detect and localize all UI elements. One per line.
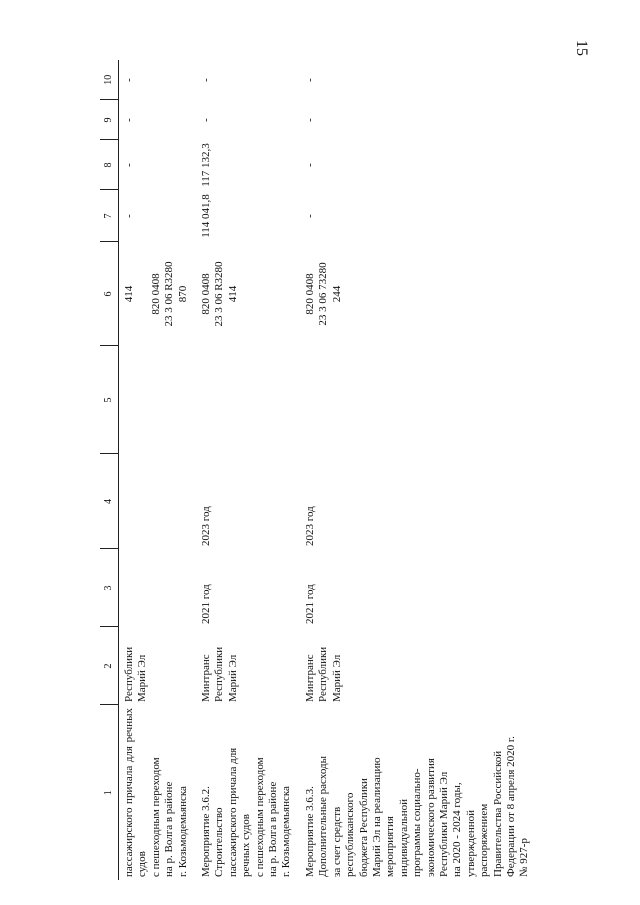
cell-c8: - (123, 163, 135, 167)
col-header: 10 (100, 60, 119, 100)
table-row (119, 60, 197, 880)
col-header: 1 (100, 705, 119, 880)
cell-line: Республики (317, 646, 330, 702)
cell-c2 (196, 627, 300, 705)
cell-line: 244 (330, 285, 343, 303)
cell-c10: - (303, 78, 316, 82)
cell-c4 (119, 454, 197, 549)
cell-line: за счет средств (330, 806, 343, 877)
cell-c8: 117 132,3 (200, 143, 213, 187)
cell-line: Марий Эл (226, 654, 239, 702)
cell-line (136, 245, 149, 343)
cell-line: с пешеходным переходом (149, 757, 162, 877)
cell-line: речных судов (240, 813, 253, 877)
cell-c4: 2023 год (200, 506, 213, 546)
cell-c7: - (123, 214, 135, 218)
cell-line: Правительства Российской (491, 750, 504, 877)
cell-c4: 2023 год (303, 506, 316, 546)
cell-c1 (119, 705, 197, 880)
cell-c2 (119, 627, 197, 705)
cell-line: Республики Марий Эл (437, 771, 450, 877)
cell-line: Республики (213, 646, 226, 702)
cell-line: экономического развития (424, 758, 437, 877)
cell-c10: - (200, 78, 213, 82)
cell-line: республиканского (344, 792, 357, 877)
cell-line: 820 0408 (303, 273, 316, 315)
cell-line: Минтранс (200, 654, 213, 702)
cell-line: бюджета Республики (357, 778, 370, 877)
cell-line: Мероприятие 3.6.3. (303, 786, 316, 877)
cell-line: 820 0408 (200, 273, 213, 315)
cell-c5 (300, 346, 538, 454)
cell-line: 414 (226, 285, 239, 303)
cell-c8: - (303, 163, 316, 167)
cell-line: 820 0408 (149, 273, 162, 315)
cell-line: № 927-р (518, 838, 531, 877)
cell-c9: - (123, 118, 135, 122)
cell-c3 (119, 549, 197, 627)
cell-line: на р. Волга в районе (163, 781, 176, 877)
cell-c7: 114 041,8 (200, 194, 213, 238)
cell-line: с пешеходным переходом (253, 757, 266, 877)
cell-c2 (300, 627, 538, 705)
cell-line: на 2020 - 2024 годы, (451, 782, 464, 877)
page-number: 15 (573, 40, 590, 56)
col-header: 8 (100, 140, 119, 190)
col-header: 2 (100, 627, 119, 705)
cell-c3: 2021 год (303, 584, 316, 624)
cell-line: индивидуальной (397, 798, 410, 877)
cell-c10: - (123, 78, 135, 82)
cell-c1 (300, 705, 538, 880)
col-header: 9 (100, 100, 119, 140)
table-row (300, 60, 538, 880)
cell-c3: 2021 год (200, 584, 213, 624)
table-row (196, 60, 300, 880)
cell-line: г. Козьмодемьянска (280, 786, 293, 877)
col-header: 6 (100, 242, 119, 346)
cell-line: Строительство (213, 807, 226, 877)
cell-line: 870 (176, 285, 189, 303)
cell-c9: - (200, 118, 213, 122)
cell-line: 23 3 06 73280 (317, 262, 330, 326)
col-header: 3 (100, 549, 119, 627)
cell-line: Мероприятие 3.6.2. (200, 786, 213, 877)
rotated-table-container (100, 60, 570, 880)
cell-line: Дополнительные расходы (317, 756, 330, 877)
budget-table (100, 60, 538, 880)
cell-line: 23 3 06 R3280 (163, 261, 176, 327)
cell-line: 23 3 06 R3280 (213, 261, 226, 327)
col-header: 7 (100, 190, 119, 242)
header-row (100, 60, 119, 880)
cell-c6 (196, 242, 300, 346)
cell-c6 (300, 242, 538, 346)
cell-line: утвержденной (464, 809, 477, 877)
cell-line: программы социально- (411, 768, 424, 877)
cell-line: г. Козьмодемьянска (176, 786, 189, 877)
cell-c1 (196, 705, 300, 880)
cell-c7: - (303, 214, 316, 218)
cell-line: распоряжением (478, 803, 491, 877)
cell-line: пассажирского причала для (226, 747, 239, 877)
cell-c9: - (303, 118, 316, 122)
cell-line: пассажирского причала для речных судов (123, 708, 149, 877)
cell-line: на р. Волга в районе (267, 781, 280, 877)
cell-line: Марий Эл (136, 654, 149, 702)
col-header: 4 (100, 454, 119, 549)
cell-line: Марий Эл на реализацию (370, 757, 383, 877)
cell-line: Федерации от 8 апреля 2020 г. (504, 736, 517, 877)
cell-line: мероприятия (384, 816, 397, 877)
col-header: 5 (100, 346, 119, 454)
cell-line: Республики (123, 646, 135, 702)
cell-c5 (119, 346, 197, 454)
cell-c6 (119, 242, 197, 346)
cell-c5 (196, 346, 300, 454)
cell-line: Минтранс (303, 654, 316, 702)
cell-line: 414 (123, 285, 135, 303)
cell-line: Марий Эл (330, 654, 343, 702)
